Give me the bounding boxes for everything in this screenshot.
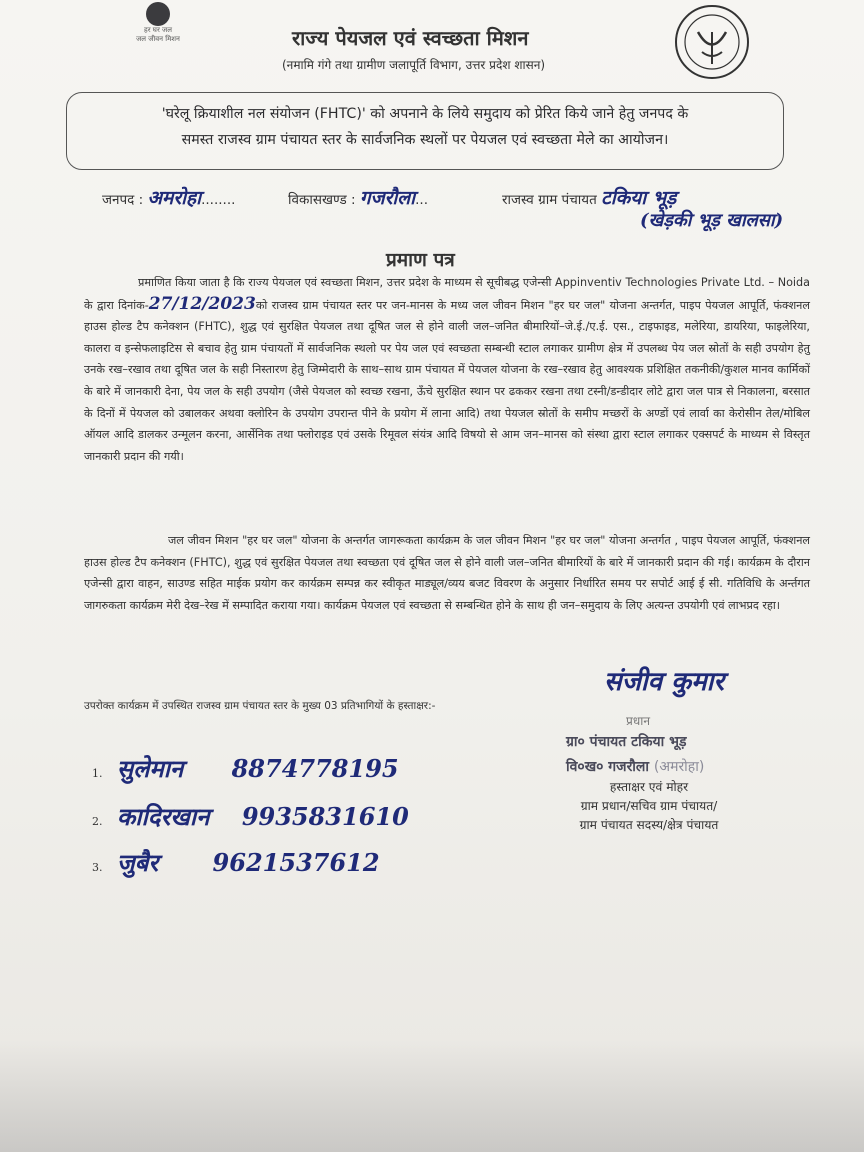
- para1-after-date: को राजस्व ग्राम पंचायत स्तर पर जन-मानस के मध्य जल जीवन मिशन "हर घर जल" योजना अन्तर्गत, पाइप पेयजल आपूर्ति, फंक्शनल हाउस होल्ड टैप कनेक्शन (FHTC), शुद्ध एवं सुरक्षित पेयजल तथा दूषित जल से होने वाली जल–जनित बीमारियों–जे.ई./ए.ई. एस., टाइफाइड, मलेरिया, डायरिया, फाइलेरिया, कालरा व इन्सेफलाइटिस से बचाव हेतु ग्राम पंचायतों में सार्वजनिक स्थलो पर पेय जल एवं स्वच्छता सम्बन्धी स्टाल लगाकर ग्रामीण क्षेत्र में उपलब्ध पेय जल स्रोतों के सही उपयोग हेतु उनके रख–रखाव तथा दूषित जल के सही निस्तारण हेतु जिम्मेदारी के साथ–साथ ग्राम पंचायत में पेयजल योजना के रख–रखाव हेतु आवश्यक प्रशिक्षित तकनीकी/कुशल मानव कार्मिकों के बारे में जानकारी देना, पेय जल के सही उपयोग (जैसे पेयजल को स्वच्छ रखना, ऊँचे सुरक्षित स्थान पर ढककर रखना तथा टस्नी/डन्डीदार लोटे द्वारा जल पात्र से निकालना, बरसात के दिनों में पेयजल को उबालकर अथवा क्लोरिन के उपयोग उपरान्त पीने के प्रयोग में लाना आदि) तथा पेयजल स्रोतों के समीप मच्छरों के अण्डों एवं लार्वा का केरोसीन तेल/मोबिल ऑयल आदि डालकर उन्मूलन करना, आर्सेनिक तथा फ्लोराइड एवं उसके रिमूवल संयंत्र आदि विषयो से आम जन–मानस को संस्था द्वारा स्टाल लगाकर एक्सपर्ट के माध्यम से विस्तृत जानकारी प्रदान की गयी।: [84, 298, 810, 463]
- block-field: विकासखण्ड : गजरौला...: [288, 187, 428, 209]
- participant-1: [92, 752, 399, 785]
- participant-1-number: 1.: [92, 767, 103, 780]
- block-value: गजरौला: [359, 187, 416, 209]
- up-government-emblem-icon: [670, 2, 754, 82]
- banner-line-1: 'घरेलू क्रियाशील नल संयोजन (FHTC)' को अपनाने के लिये समुदाय को प्रेरित किये जाने हेतु जनपद के: [161, 106, 689, 122]
- pradhan-signature: संजीव कुमार: [604, 667, 724, 697]
- stamp-line-2-main: वि०ख० गजरौला: [566, 759, 650, 775]
- stamp-line-2-extra: (अमरोहा): [653, 759, 705, 775]
- participant-2: [92, 800, 409, 833]
- block-label: विकासखण्ड :: [288, 192, 356, 208]
- certificate-title: प्रमाण पत्र: [386, 249, 455, 271]
- sign-seal-label: हस्ताक्षर एवं मोहर: [609, 780, 689, 794]
- designation-block: [534, 778, 764, 835]
- participant-3-name: जुबैर: [116, 848, 159, 877]
- page-shadow: [0, 1040, 864, 1152]
- district-label: जनपद :: [102, 192, 144, 208]
- jal-jeevan-mission-logo: [128, 2, 188, 44]
- participant-3-number: 3.: [92, 861, 103, 874]
- water-drop-icon: [146, 2, 170, 26]
- designation-line-1: ग्राम प्रधान/सचिव ग्राम पंचायत/: [580, 799, 718, 813]
- gram-panchayat-value: टकिया भूड़: [601, 187, 677, 209]
- para1-before-date: प्रमाणित किया जाता है कि राज्य पेयजल एवं स्वच्छता मिशन, उत्तर प्रदेश के माध्यम से सूचीबद्ध एजेन्सी Appinventiv Technologies Private Ltd. – Noida के द्वारा दिनांक-: [84, 276, 810, 312]
- logo-left-line-1: हर घर जल: [144, 26, 172, 34]
- participant-1-phone: 8874778195: [231, 754, 399, 783]
- designation-line-2: ग्राम पंचायत सदस्य/क्षेत्र पंचायत: [579, 818, 719, 832]
- event-banner: [66, 92, 784, 170]
- certificate-paragraph-1: [84, 272, 810, 467]
- gram-panchayat-field: [502, 184, 676, 210]
- gram-panchayat-value-2: (खेड़की भूड़ खालसा): [640, 210, 784, 231]
- participants-note: उपरोक्त कार्यक्रम में उपस्थित राजस्व ग्राम पंचायत स्तर के मुख्य 03 प्रतिभागियों के हस्ताक्षर:-: [84, 700, 436, 712]
- stamp-line-1: ग्रा० पंचायत टकिया भूड़: [566, 734, 687, 750]
- participant-2-number: 2.: [92, 815, 103, 828]
- page-title: राज्य पेयजल एवं स्वच्छता मिशन: [292, 26, 529, 50]
- stamp-line-2: [566, 757, 704, 776]
- participant-2-name: कादिरखान: [116, 802, 210, 831]
- event-date: 27/12/2023: [148, 293, 256, 314]
- participant-1-name: सुलेमान: [116, 754, 184, 783]
- page-subtitle: (नमामि गंगे तथा ग्रामीण जलापूर्ति विभाग, उत्तर प्रदेश शासन): [282, 58, 546, 72]
- participant-3-phone: 9621537612: [212, 848, 380, 877]
- participant-2-phone: 9935831610: [241, 802, 409, 831]
- pradhan-label: प्रधान: [626, 714, 650, 728]
- district-value: अमरोहा: [147, 187, 202, 209]
- gram-panchayat-label: राजस्व ग्राम पंचायत: [502, 192, 597, 208]
- certificate-paragraph-2: जल जीवन मिशन "हर घर जल" योजना के अन्तर्गत जागरूकता कार्यक्रम के जल जीवन मिशन "हर घर जल" योजना अन्तर्गत , पाइप पेयजल आपूर्ति, फंक्शनल हाउस होल्ड टैप कनेक्शन (FHTC), शुद्ध एवं सुरक्षित पेयजल तथा स्वच्छता एवं दूषित जल से होने वाली जल–जनित बीमारियों के बारे में जानकारी प्रदान की गई। कार्यक्रम के दौरान एजेन्सी द्वारा वाहन, साउण्ड सहित माईक प्रयोग कर कार्यक्रम सम्पन्न कर स्वीकृत माड्यूल/व्यय बजट विवरण के अनुसार निर्धारित समय पर सपोर्ट आई ई सी. गतिविधि के अर्न्तगत जागरुकता कार्यक्रम मेरी देख–रेख में सम्पादित कराया गया। कार्यक्रम पेयजल एवं स्वच्छता से सम्बन्धित होने के साथ ही जन–समुदाय के लिए अत्यन्त उपयोगी एवं लाभप्रद रहा।: [84, 534, 810, 612]
- logo-left-line-2: जल जीवन मिशन: [136, 35, 180, 43]
- district-field: जनपद : अमरोहा........: [102, 187, 236, 209]
- banner-line-2: समस्त राजस्व ग्राम पंचायत स्तर के सार्वजनिक स्थलों पर पेयजल एवं स्वच्छता मेले का आयोजन।: [181, 132, 669, 148]
- participant-3: [92, 846, 380, 879]
